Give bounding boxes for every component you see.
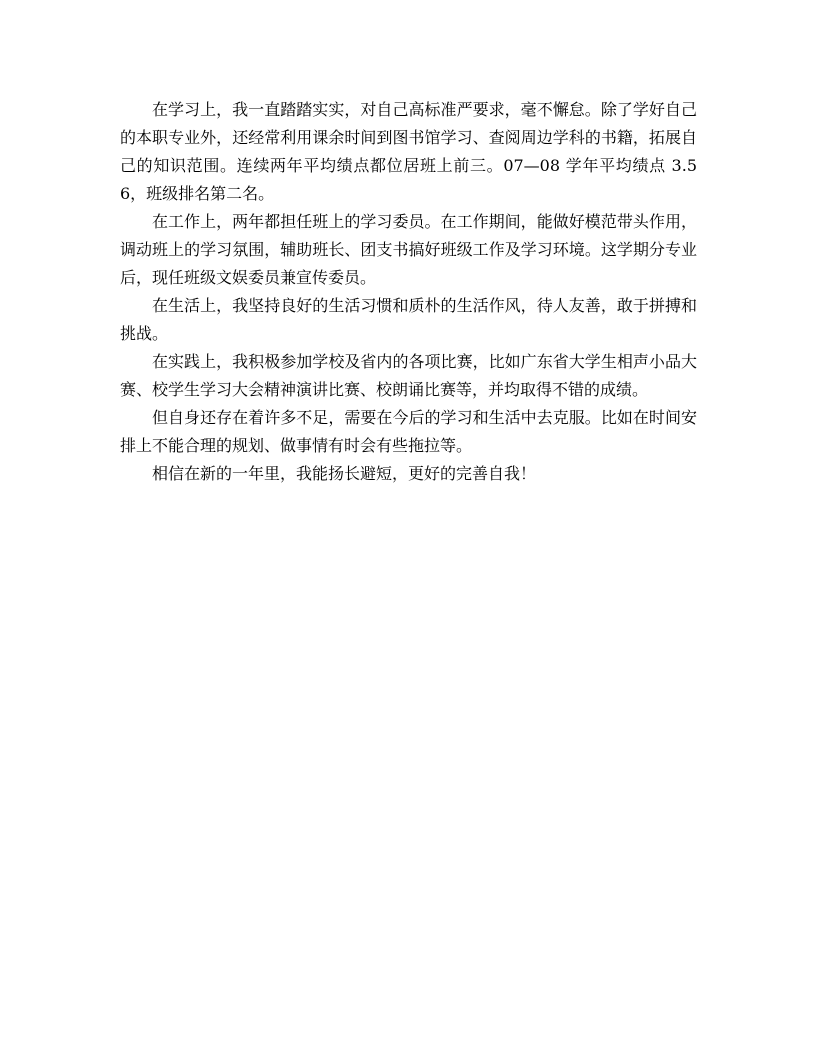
document-body <box>120 96 697 488</box>
paragraph-conclusion: 相信在新的一年里，我能扬长避短，更好的完善自我！ <box>152 464 537 483</box>
paragraph-study: 在学习上，我一直踏踏实实，对自己高标准严要求，毫不懈怠。除了学好自己的本职专业外，还经常利用课余时间到图书馆学习、查阅周边学科的书籍，拓展自己的知识范围。连续两年平均绩点都位居班上前三。07—08 学年平均绩点 3.56，班级排名第二名。 <box>120 100 697 203</box>
paragraph-practice: 在实践上，我积极参加学校及省内的各项比赛，比如广东省大学生相声小品大赛、校学生学习大会精神演讲比赛、校朗诵比赛等，并均取得不错的成绩。 <box>120 352 697 399</box>
paragraph-work: 在工作上，两年都担任班上的学习委员。在工作期间，能做好模范带头作用，调动班上的学习氛围，辅助班长、团支书搞好班级工作及学习环境。这学期分专业后，现任班级文娱委员兼宣传委员。 <box>120 212 697 287</box>
paragraph-life: 在生活上，我坚持良好的生活习惯和质朴的生活作风，待人友善，敢于拼搏和挑战。 <box>120 296 697 343</box>
paragraph-shortcomings: 但自身还存在着许多不足，需要在今后的学习和生活中去克服。比如在时间安排上不能合理的规划、做事情有时会有些拖拉等。 <box>120 408 697 455</box>
